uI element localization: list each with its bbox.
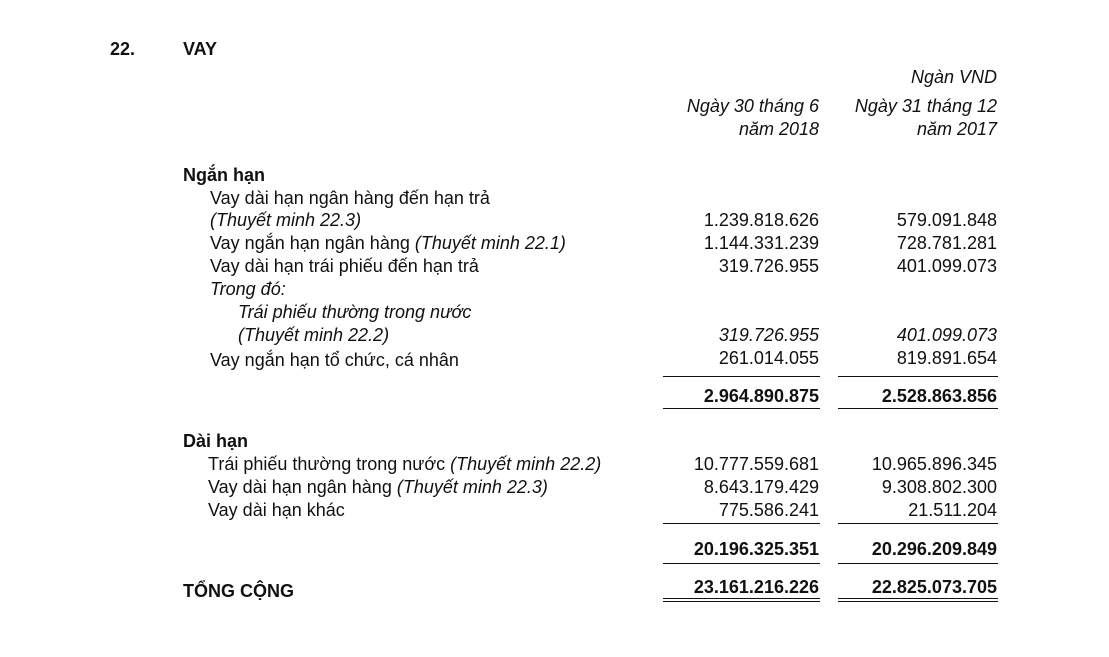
- total-double-rule-1b: [663, 601, 820, 602]
- long-subtotal-rule-2: [838, 523, 998, 524]
- short-row2-value-2018: 1.144.331.239: [703, 233, 819, 253]
- total-label: TỔNG CỘNG: [183, 581, 294, 601]
- short-row2-label: Vay ngắn hạn ngân hàng (Thuyết minh 22.1): [210, 233, 566, 253]
- short-row3-value-2018: 319.726.955: [718, 256, 819, 276]
- long-row2-value-2018: 8.643.179.429: [703, 477, 819, 497]
- unit-label: Ngàn VND: [910, 67, 997, 87]
- short-row1-label-line1: Vay dài hạn ngân hàng đến hạn trả: [210, 188, 490, 208]
- short-subtotal-2018: 2.964.890.875: [703, 386, 819, 406]
- total-double-rule-1a: [663, 598, 820, 599]
- short-row1-label-line2: (Thuyết minh 22.3): [210, 210, 362, 230]
- short-subtotal-rule-2: [838, 376, 998, 377]
- column-header-1-line1: Ngày 30 tháng 6: [686, 96, 819, 116]
- long-subtotal-2017: 20.296.209.849: [871, 539, 997, 559]
- short-subtotal-rule-1: [663, 376, 820, 377]
- long-row1-note: (Thuyết minh 22.2): [450, 454, 602, 474]
- long-subtotal-rule-1: [663, 523, 820, 524]
- long-term-heading: Dài hạn: [183, 431, 249, 451]
- long-subtotal-underline-2: [838, 563, 998, 564]
- short-row2-value-2017: 728.781.281: [896, 233, 997, 253]
- long-row1-value-2018: 10.777.559.681: [693, 454, 819, 474]
- section-title: VAY: [183, 39, 218, 59]
- total-2018: 23.161.216.226: [693, 577, 819, 597]
- short-row5-label: Vay ngắn hạn tổ chức, cá nhân: [210, 350, 459, 370]
- section-number: 22.: [110, 39, 136, 59]
- column-header-1-line2: năm 2018: [738, 119, 819, 139]
- column-header-2-line2: năm 2017: [916, 119, 997, 139]
- short-row1-value-2018: 1.239.818.626: [703, 210, 819, 230]
- short-row4-label-line1: Trái phiếu thường trong nước: [238, 302, 472, 322]
- long-row1-label: Trái phiếu thường trong nước (Thuyết minh 22.2): [208, 454, 602, 474]
- long-row2-label: Vay dài hạn ngân hàng (Thuyết minh 22.3): [208, 477, 548, 497]
- short-subtotal-underline-2: [838, 408, 998, 409]
- short-row5-value-2017: 819.891.654: [896, 348, 997, 368]
- long-row2-value-2017: 9.308.802.300: [881, 477, 997, 497]
- short-row4-label-line2: (Thuyết minh 22.2): [238, 325, 390, 345]
- short-row5-value-2018: 261.014.055: [718, 348, 819, 368]
- short-subtotal-2017: 2.528.863.856: [881, 386, 997, 406]
- short-term-heading: Ngắn hạn: [183, 165, 266, 185]
- long-row3-value-2018: 775.586.241: [718, 500, 819, 520]
- short-row3-value-2017: 401.099.073: [896, 256, 997, 276]
- total-double-rule-2a: [838, 598, 998, 599]
- long-row1-value-2017: 10.965.896.345: [871, 454, 997, 474]
- long-row3-value-2017: 21.511.204: [908, 500, 997, 520]
- short-row3-label: Vay dài hạn trái phiếu đến hạn trả: [210, 256, 479, 276]
- long-row3-label: Vay dài hạn khác: [208, 500, 345, 520]
- short-row1-value-2017: 579.091.848: [896, 210, 997, 230]
- total-2017: 22.825.073.705: [871, 577, 997, 597]
- total-double-rule-2b: [838, 601, 998, 602]
- column-header-2-line1: Ngày 31 tháng 12: [854, 96, 997, 116]
- short-row2-note: (Thuyết minh 22.1): [414, 233, 566, 253]
- short-subtotal-underline-1: [663, 408, 820, 409]
- short-row4-value-2018: 319.726.955: [718, 325, 819, 345]
- of-which-label: Trong đó:: [210, 279, 286, 299]
- long-row2-note: (Thuyết minh 22.3): [396, 477, 548, 497]
- long-subtotal-2018: 20.196.325.351: [693, 539, 819, 559]
- short-row4-value-2017: 401.099.073: [896, 325, 997, 345]
- long-subtotal-underline-1: [663, 563, 820, 564]
